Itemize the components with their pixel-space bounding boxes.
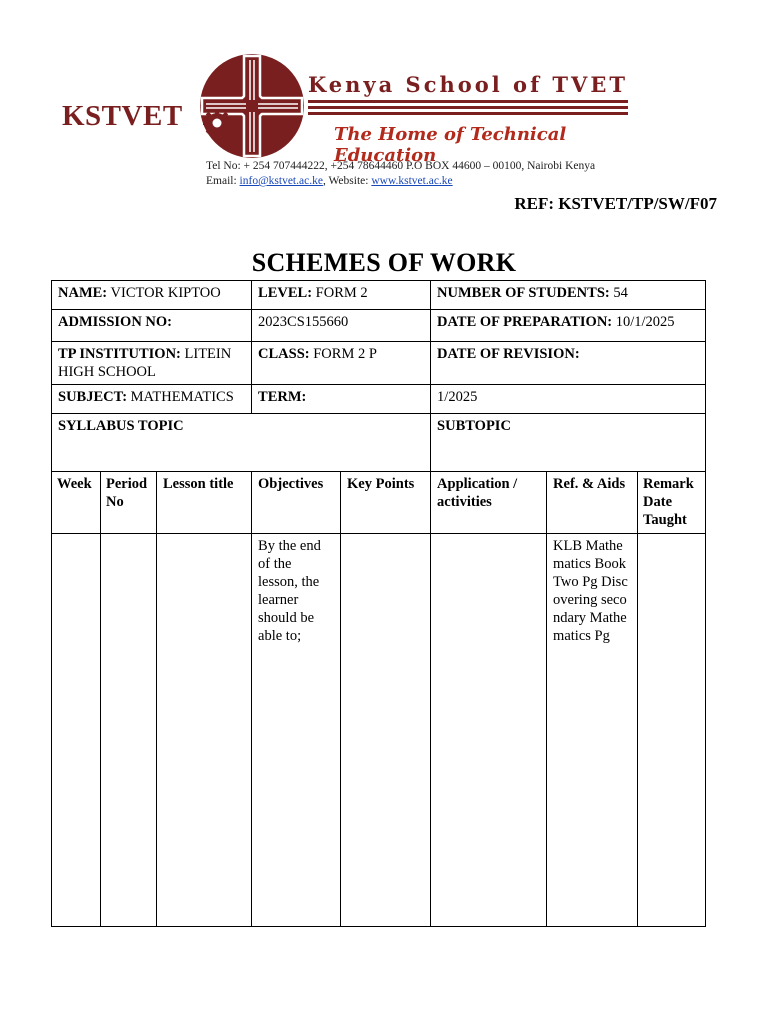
week-cell (52, 534, 101, 927)
column-header-period: Period No (101, 472, 157, 534)
revision-cell (431, 342, 706, 385)
logo-text: KSTVET (62, 100, 183, 132)
subject-cell (52, 385, 252, 414)
website-link[interactable]: www.kstvet.ac.ke (371, 175, 453, 187)
admission-value-cell (252, 310, 431, 342)
syllabus-topic-label: SYLLABUS TOPIC (58, 418, 184, 434)
info-row-subject (52, 385, 706, 414)
name-label: NAME: (58, 285, 108, 301)
syllabus-topic-cell (52, 414, 431, 472)
term-value-cell (431, 385, 706, 414)
class-cell (252, 342, 431, 385)
class-value: FORM 2 P (313, 346, 377, 362)
table-row (52, 534, 706, 927)
reference-number: REF: KSTVET/TP/SW/F07 (514, 194, 717, 213)
admission-label: ADMISSION NO: (58, 314, 172, 330)
term-value: 1/2025 (437, 389, 478, 405)
level-label: LEVEL: (258, 285, 313, 301)
tagline: The Home of Technical Education (334, 124, 567, 166)
ref-aids-cell: KLB Mathematics Book Two Pg Discovering secondary Mathematics Pg (547, 534, 638, 927)
institution-label: TP INSTITUTION: (58, 346, 181, 362)
revision-label: DATE OF REVISION: (437, 346, 580, 362)
objectives-cell: By the end of the lesson, the learner should be able to; (252, 534, 341, 927)
website-label: , Website: (322, 175, 372, 187)
remark-cell (638, 534, 706, 927)
letterhead (52, 50, 638, 192)
header-stripe (308, 112, 628, 115)
key-points-cell (341, 534, 431, 927)
email-website-line (206, 174, 595, 189)
institution-value: LITEIN HIGH SCHOOL (58, 346, 232, 380)
preparation-value: 10/1/2025 (615, 314, 675, 330)
gear-icon (202, 108, 232, 138)
name-value: VICTOR KIPTOO (110, 285, 221, 301)
page-title: SCHEMES OF WORK (251, 248, 517, 277)
name-cell (52, 281, 252, 310)
application-cell (431, 534, 547, 927)
level-cell (252, 281, 431, 310)
students-cell (431, 281, 706, 310)
contact-line: Tel No: + 254 707444222, +254 78644460 P.O BOX 44600 – 00100, Nairobi Kenya (206, 160, 596, 172)
column-header-key-points: Key Points (341, 472, 431, 534)
preparation-label: DATE OF PREPARATION: (437, 314, 613, 330)
column-header-objectives: Objectives (252, 472, 341, 534)
students-value: 54 (613, 285, 628, 301)
column-header-application: Application / activities (431, 472, 547, 534)
contact-info (206, 159, 595, 189)
lesson-title-cell (157, 534, 252, 927)
preparation-cell (431, 310, 706, 342)
email-label: Email: (206, 175, 240, 187)
email-link[interactable]: info@kstvet.ac.ke (239, 175, 323, 187)
level-value: FORM 2 (315, 285, 368, 301)
organization-name: Kenya School of TVET (308, 72, 628, 97)
kstvet-emblem-icon (198, 52, 306, 160)
admission-value: 2023CS155660 (258, 314, 349, 330)
info-row-name (52, 281, 706, 310)
subtopic-label: SUBTOPIC (437, 418, 511, 434)
subject-label: SUBJECT: (58, 389, 128, 405)
class-label: CLASS: (258, 346, 310, 362)
subtopic-cell (431, 414, 706, 472)
topic-row (52, 414, 706, 472)
column-header-week: Week (52, 472, 101, 534)
info-row-institution (52, 342, 706, 385)
students-label: NUMBER OF STUDENTS: (437, 285, 610, 301)
column-header-remark: Remark Date Taught (638, 472, 706, 534)
info-row-admission (52, 310, 706, 342)
subject-value: MATHEMATICS (130, 389, 234, 405)
admission-cell (52, 310, 252, 342)
schemes-of-work-table (51, 280, 706, 927)
institution-cell (52, 342, 252, 385)
term-label: TERM: (258, 389, 307, 405)
header-stripe (308, 106, 628, 109)
term-cell (252, 385, 431, 414)
column-header-row (52, 472, 706, 534)
column-header-lesson-title: Lesson title (157, 472, 252, 534)
header-stripe (308, 100, 628, 103)
period-cell (101, 534, 157, 927)
column-header-ref-aids: Ref. & Aids (547, 472, 638, 534)
